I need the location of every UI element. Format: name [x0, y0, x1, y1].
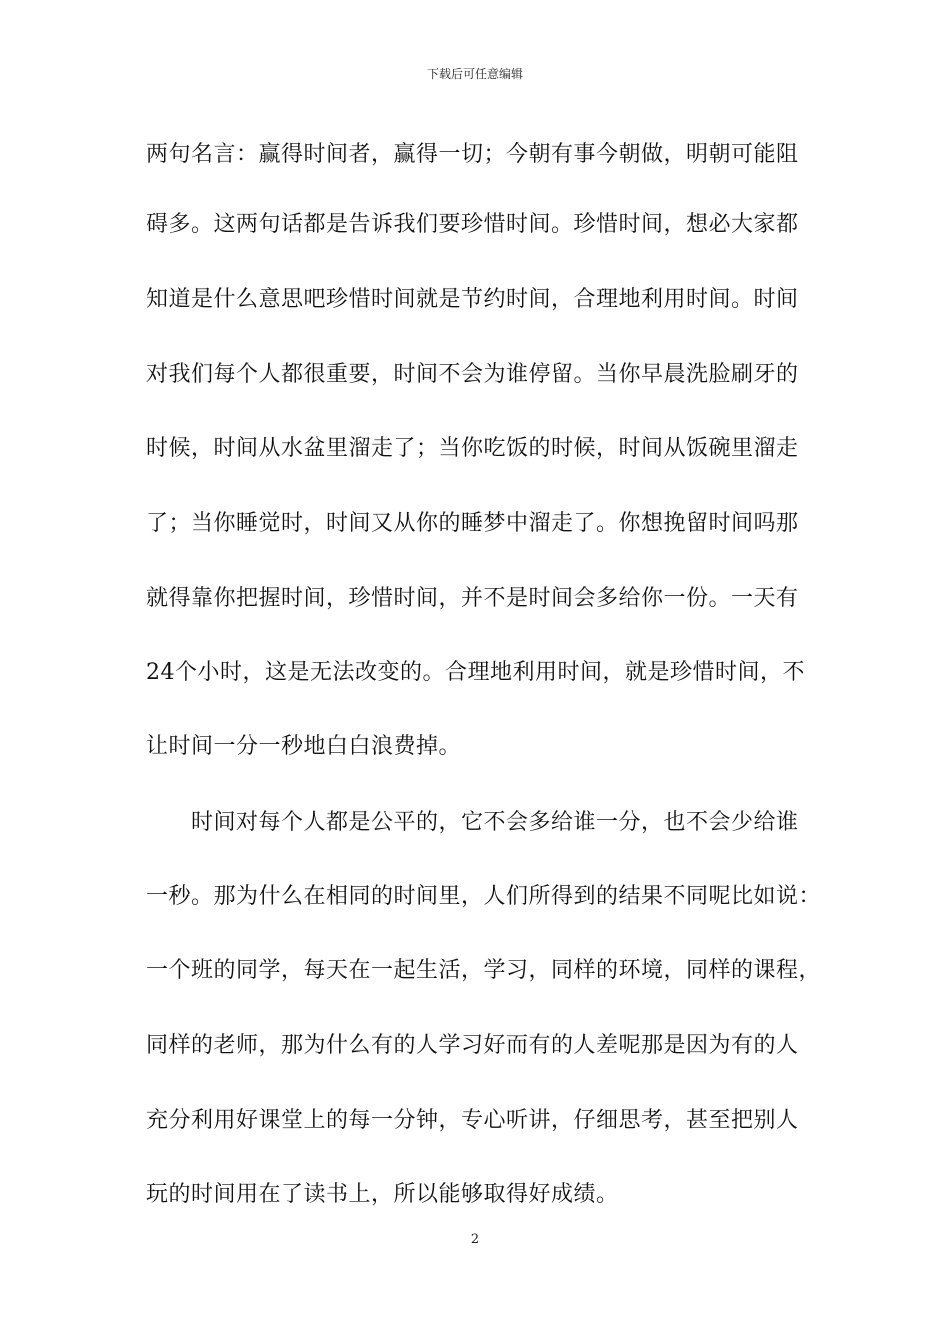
paragraph-2-line-5: 充分利用好课堂上的每一分钟，专心听讲，仔细思考，甚至把别人: [146, 1108, 799, 1133]
paragraph-1-line-8: 24个小时，这是无法改变的。合理地利用时间，就是珍惜时间，不: [146, 660, 805, 685]
paragraph-2-line-4: 同样的老师，那为什么有的人学习好而有的人差呢那是因为有的人: [146, 1033, 799, 1058]
page-number: 2: [470, 1232, 480, 1247]
paragraph-1-line-3: 知道是什么意思吧珍惜时间就是节约时间，合理地利用时间。时间: [146, 287, 799, 312]
paragraph-1-line-6: 了；当你睡觉时，时间又从你的睡梦中溜走了。你想挽留时间吗那: [146, 511, 799, 536]
paragraph-2-line-2: 一秒。那为什么在相同的时间里，人们所得到的结果不同呢比如说：: [146, 884, 822, 909]
paragraph-1-line-5: 时候，时间从水盆里溜走了；当你吃饭的时候，时间从饭碗里溜走: [146, 436, 799, 461]
paragraph-2-line-1: 时间对每个人都是公平的，它不会多给谁一分，也不会少给谁: [191, 810, 799, 835]
paragraph-2-line-6: 玩的时间用在了读书上，所以能够取得好成绩。: [146, 1182, 619, 1207]
paragraph-1-line-4: 对我们每个人都很重要，时间不会为谁停留。当你早晨洗脸刷牙的: [146, 362, 799, 387]
paragraph-2-line-3: 一个班的同学，每天在一起生活，学习，同样的环境，同样的课程，: [146, 958, 822, 983]
paragraph-1-line-1: 两句名言：赢得时间者，赢得一切；今朝有事今朝做，明朝可能阻: [146, 142, 799, 167]
paragraph-1-line-2: 碍多。这两句话都是告诉我们要珍惜时间。珍惜时间，想必大家都: [146, 212, 799, 237]
paragraph-1-line-9: 让时间一分一秒地白白浪费掉。: [146, 734, 462, 759]
paragraph-1-line-7: 就得靠你把握时间，珍惜时间，并不是时间会多给你一份。一天有: [146, 586, 799, 611]
page-header: 下载后可任意编辑: [426, 67, 523, 81]
